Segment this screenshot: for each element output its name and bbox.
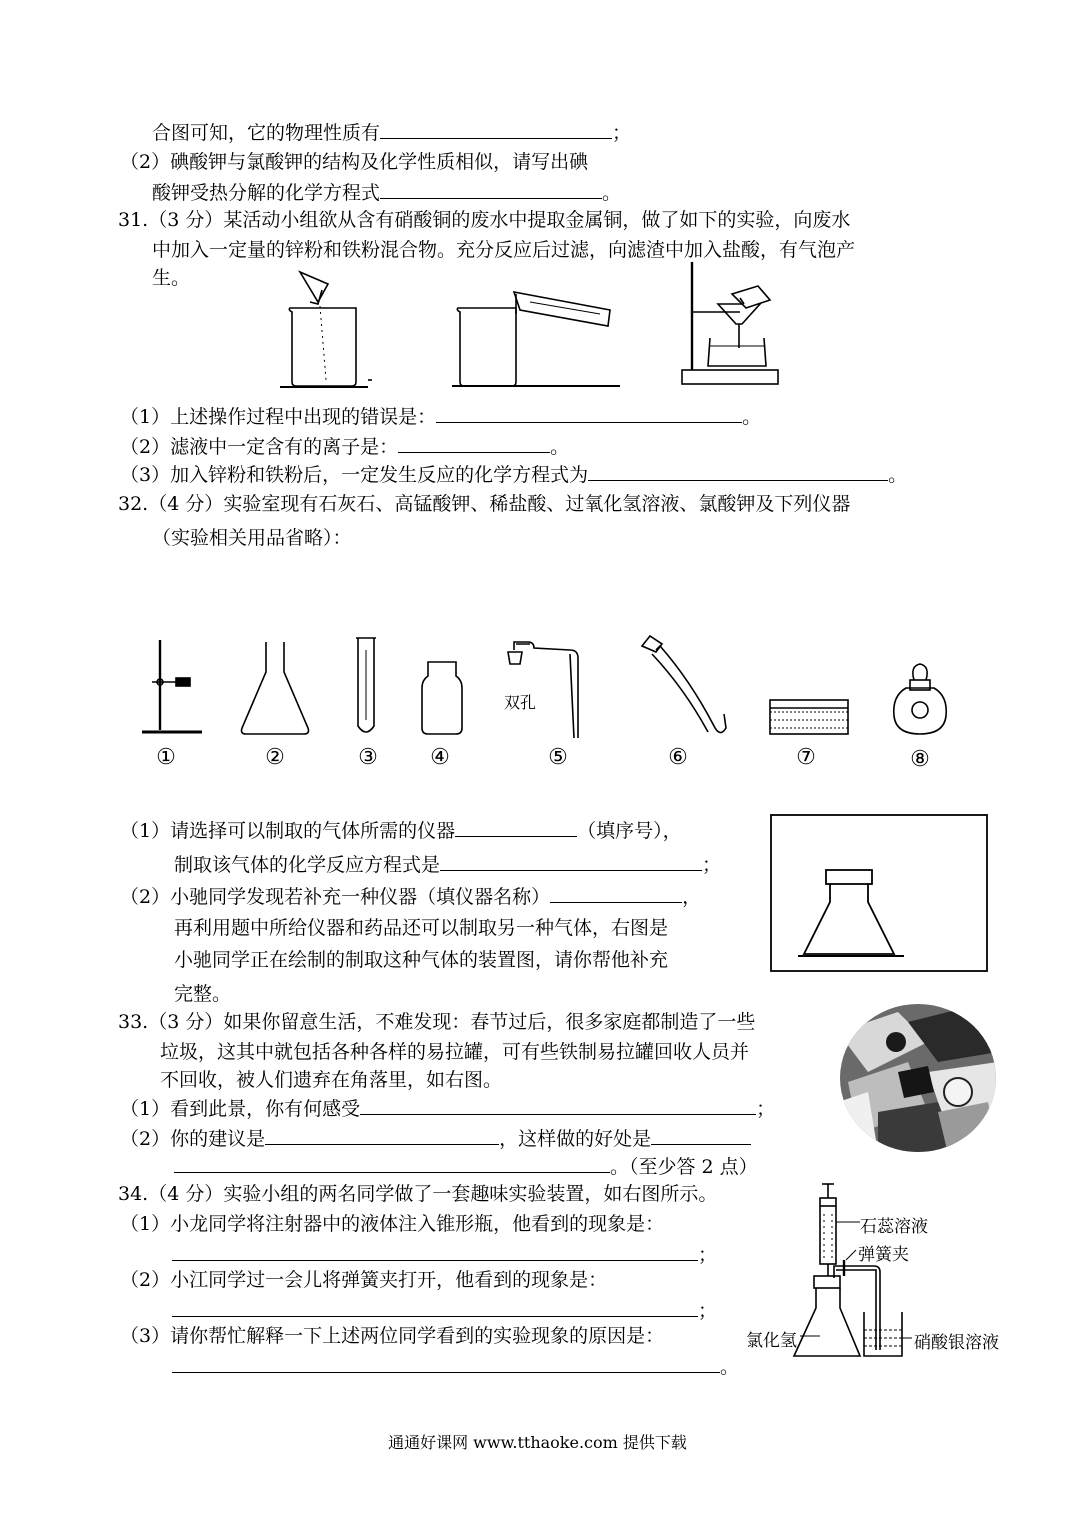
q32-part1-b: 制取该气体的化学反应方程式是 ； — [174, 854, 722, 876]
delivery-tube-icon — [834, 1260, 880, 1350]
syringe-icon — [820, 1184, 836, 1278]
q34-stem-line1: 34.（4 分）实验小组的两名同学做了一套趣味实验装置，如右图所示。 — [118, 1183, 718, 1205]
q32-part2-a: （2）小驰同学发现若补充一种仪器（填仪器名称） ， — [120, 886, 702, 908]
answer-blank[interactable] — [380, 120, 612, 139]
beaker-icon — [864, 1312, 902, 1356]
q32-instruments-figure — [130, 630, 960, 780]
answer-blank[interactable] — [380, 180, 602, 199]
answer-blank[interactable] — [436, 404, 742, 423]
num-8: ⑧ — [910, 747, 930, 772]
q33-stem-line3: 不回收，被人们遗弃在角落里，如右图。 — [160, 1069, 503, 1091]
conical-flask-icon — [242, 642, 309, 734]
q32-stem-line1: 32.（4 分）实验室现有石灰石、高锰酸钾、稀盐酸、过氧化氢溶液、氯酸钾及下列仪器 — [118, 493, 851, 515]
q32-part2-b: 再利用题中所给仪器和药品还可以制取另一种气体，右图是 — [174, 917, 669, 939]
q31-stem-line3: 生。 — [152, 267, 191, 289]
answer-blank[interactable] — [588, 462, 888, 481]
q33-cans-photo — [838, 1002, 998, 1154]
num-6: ⑥ — [668, 745, 688, 770]
q30-line1: 合图可知，它的物理性质有 ； — [152, 122, 632, 144]
num-3: ③ — [358, 745, 378, 770]
q33-part1: （1）看到此景，你有何感受 ； — [120, 1098, 776, 1120]
label-hydrogen-chloride: 氯化氢 — [746, 1331, 797, 1351]
q31-part1: （1）上述操作过程中出现的错误是： 。 — [120, 406, 762, 428]
q34-part2-answer: ； — [172, 1298, 717, 1323]
stopper-with-tube-icon — [508, 642, 578, 738]
q34-part1-answer: ； — [172, 1242, 717, 1267]
water-trough-icon — [770, 700, 848, 734]
beaker-pouring-powder-icon — [280, 272, 372, 387]
q31-apparatus-figure — [270, 262, 790, 392]
answer-blank[interactable] — [172, 1242, 698, 1261]
q33-stem-line1: 33.（3 分）如果你留意生活，不难发现：春节过后，很多家庭都制造了一些 — [118, 1011, 756, 1033]
iron-stand-icon — [142, 640, 202, 732]
answer-blank[interactable] — [455, 818, 577, 837]
beaker-pouring-liquid-icon — [452, 292, 620, 386]
bent-delivery-tube-icon — [642, 636, 726, 733]
footer: 通通好课网 www.tthaoke.com 提供下载 — [388, 1433, 687, 1452]
num-7: ⑦ — [796, 745, 816, 770]
answer-blank[interactable] — [172, 1298, 698, 1317]
q34-part3-answer: 。 — [172, 1354, 739, 1379]
q31-stem-line1: 31.（3 分）某活动小组欲从含有硝酸铜的废水中提取金属铜，做了如下的实验，向废水 — [118, 209, 851, 231]
label-shuangkong: 双孔 — [504, 693, 537, 712]
q34-part1: （1）小龙同学将注射器中的液体注入锥形瓶，他看到的现象是： — [120, 1213, 665, 1235]
answer-blank[interactable] — [265, 1126, 499, 1145]
conical-flask-icon — [794, 1276, 860, 1356]
q33-part2-cont: 。（至少答 2 点） — [174, 1154, 758, 1179]
num-5: ⑤ — [548, 745, 568, 770]
answer-blank[interactable] — [174, 1154, 610, 1173]
answer-blank[interactable] — [398, 434, 550, 453]
q32-part2-d: 完整。 — [174, 983, 232, 1005]
q32-stem-line2: （实验相关用品省略）： — [152, 527, 352, 549]
answer-blank[interactable] — [440, 852, 702, 871]
label-litmus-solution: 石蕊溶液 — [860, 1217, 928, 1237]
q34-part3: （3）请你帮忙解释一下上述两位同学看到的实验现象的原因是： — [120, 1325, 665, 1347]
answer-blank[interactable] — [550, 884, 682, 903]
q31-part2: （2）滤液中一定含有的离子是： 。 — [120, 436, 570, 458]
q34-part2: （2）小江同学过一会儿将弹簧夹打开，他看到的现象是： — [120, 1269, 608, 1291]
answer-blank[interactable] — [360, 1096, 756, 1115]
q32-part2-c: 小驰同学正在绘制的制取这种气体的装置图，请你帮他补充 — [174, 949, 669, 971]
filtration-setup-icon — [682, 262, 778, 384]
q31-part3: （3）加入锌粉和铁粉后，一定发生反应的化学方程式为 。 — [120, 464, 908, 486]
q30-part2-line1: （2）碘酸钾与氯酸钾的结构及化学性质相似，请写出碘 — [120, 151, 589, 173]
answer-blank[interactable] — [172, 1354, 720, 1373]
num-4: ④ — [430, 745, 450, 770]
num-1: ① — [156, 745, 176, 770]
answer-blank[interactable] — [651, 1126, 751, 1145]
gas-bottle-icon — [422, 662, 462, 734]
instrument-numbers — [156, 745, 930, 772]
q32-drawing-box — [770, 814, 990, 974]
label-spring-clamp: 弹簧夹 — [858, 1245, 909, 1265]
alcohol-lamp-icon — [894, 664, 947, 734]
num-2: ② — [265, 745, 285, 770]
q33-part2: （2）你的建议是 ，这样做的好处是 — [120, 1126, 751, 1151]
q30-part2-line2: 酸钾受热分解的化学方程式 。 — [152, 182, 622, 204]
q33-stem-line2: 垃圾，这其中就包括各种各样的易拉罐，可有些铁制易拉罐回收人员并 — [160, 1041, 750, 1063]
label-silver-nitrate-solution: 硝酸银溶液 — [914, 1333, 999, 1353]
q32-part1-a: （1）请选择可以制取的气体所需的仪器 （填序号）， — [120, 820, 682, 842]
q31-stem-line2: 中加入一定量的锌粉和铁粉混合物。充分反应后过滤，向滤渣中加入盐酸，有气泡产 — [152, 239, 856, 261]
stoppered-flask-icon — [798, 870, 904, 956]
